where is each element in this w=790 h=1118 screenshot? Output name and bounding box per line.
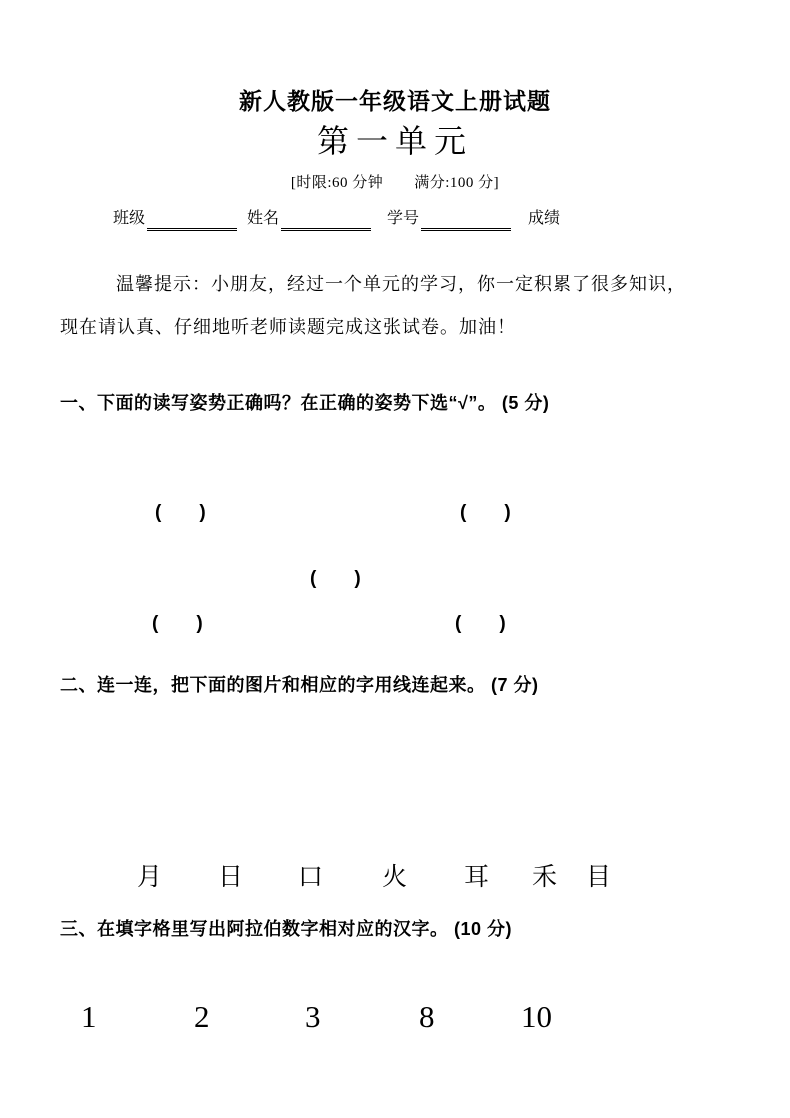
student-number-blank-line (421, 208, 511, 231)
section-2-picture-area (60, 697, 730, 855)
tip-line-2: 现在请认真、仔细地听老师读题完成这张试卷。加油！ (60, 317, 516, 337)
answer-parentheses-2: ( ) (460, 502, 511, 523)
match-character-grain: 禾 (532, 863, 558, 891)
score-label: 成绩 (528, 210, 561, 227)
arabic-number-10: 10 (521, 999, 552, 1034)
arabic-number-2: 2 (194, 999, 210, 1034)
paper-title: 新人教版一年级语文上册试题 (239, 88, 551, 114)
section-1-heading: 一、下面的读写姿势正确吗？在正确的姿势下选“√”。 (5 分) (60, 393, 550, 413)
student-number-label: 学号 (387, 210, 420, 227)
arabic-number-3: 3 (305, 999, 321, 1034)
match-character-fire: 火 (382, 863, 408, 891)
match-character-ear: 耳 (464, 863, 490, 891)
unit-title: 第一单元 (316, 123, 473, 159)
section-3-numbers-row (60, 999, 730, 1045)
match-character-mouth: 口 (298, 863, 324, 891)
score-field (528, 207, 560, 231)
arabic-number-8: 8 (419, 999, 435, 1034)
arabic-number-1: 1 (81, 999, 97, 1034)
section-1-answer-area (60, 415, 730, 673)
class-field (113, 207, 237, 231)
match-character-moon: 月 (137, 863, 163, 891)
answer-parentheses-5: ( ) (455, 613, 506, 634)
name-label: 姓名 (247, 210, 280, 227)
answer-parentheses-4: ( ) (152, 613, 203, 634)
answer-parentheses-3: ( ) (310, 568, 361, 589)
tip-line-1: 温馨提示：小朋友，经过一个单元的学习，你一定积累了很多知识， (116, 274, 686, 294)
exam-meta: [时限:60 分钟 满分:100 分] (290, 175, 500, 191)
match-character-sun: 日 (218, 863, 244, 891)
student-number-field (387, 207, 511, 231)
section-2-heading: 二、连一连，把下面的图片和相应的字用线连起来。 (7 分) (60, 675, 539, 695)
match-character-eye: 目 (586, 863, 612, 891)
class-blank-line (147, 208, 237, 231)
student-info-row (60, 207, 730, 233)
name-blank-line (281, 208, 371, 231)
section-3-heading: 三、在填字格里写出阿拉伯数字相对应的汉字。 (10 分) (60, 919, 513, 939)
name-field (247, 207, 371, 231)
section-2-character-row (60, 855, 730, 889)
class-label: 班级 (113, 210, 146, 227)
answer-parentheses-1: ( ) (155, 502, 206, 523)
tip-paragraph (60, 263, 730, 349)
